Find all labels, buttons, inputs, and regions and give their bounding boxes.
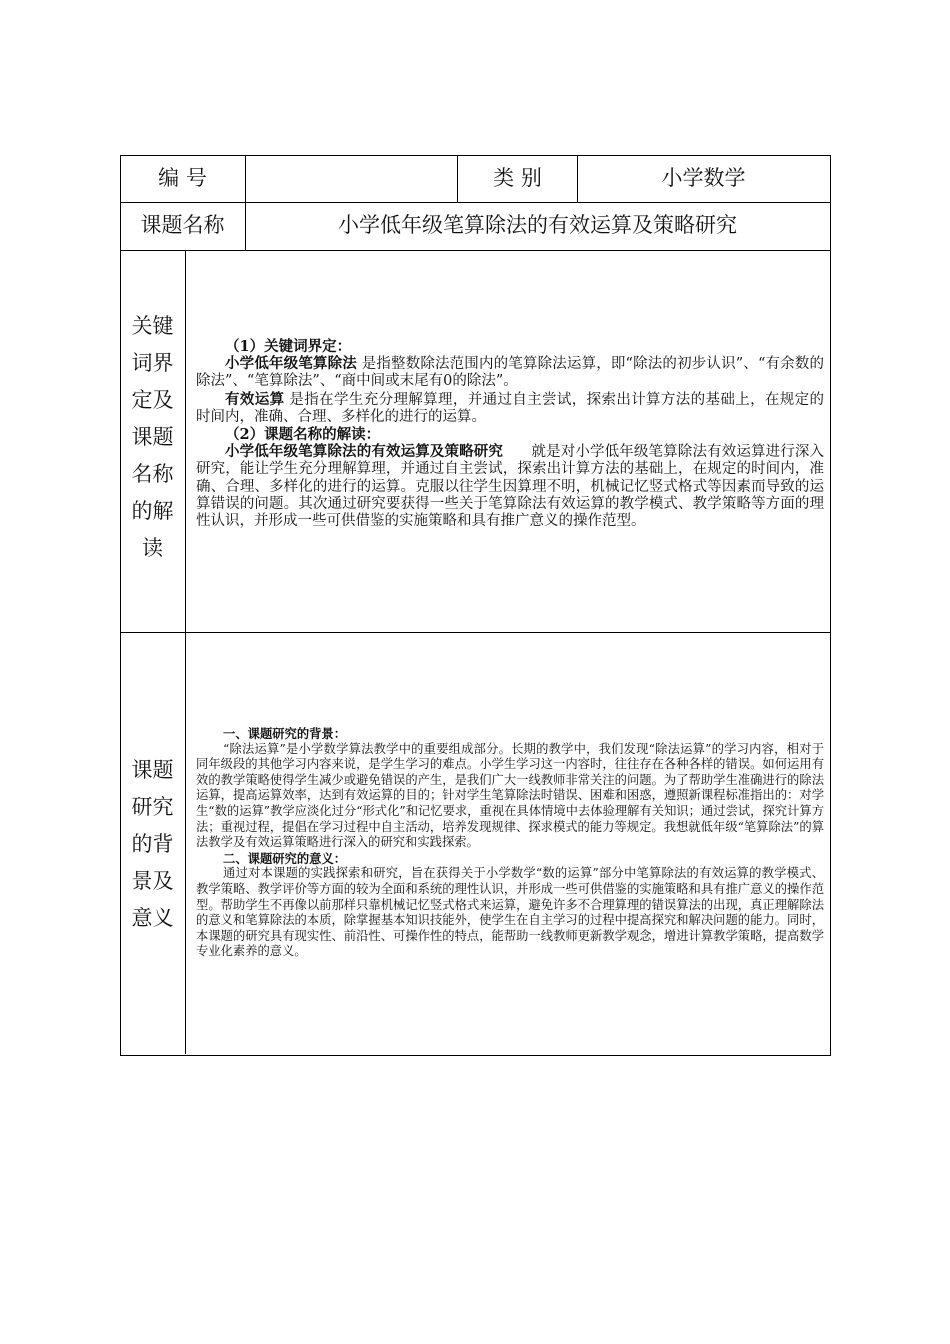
keyword-definition-heading: （1）关键词界定： — [225, 338, 352, 355]
keyword-text: 是指在学生充分理解算理，并通过自主尝试，探索出计算方法的基础上，在规定的时间内，准确、合理、多样化的进行的运算。 — [196, 391, 825, 425]
row-divider — [120, 632, 830, 633]
significance-paragraph: 通过对本课题的实践探索和研究，旨在获得关于小学数学“数的运算”部分中笔算除法的有效运算的教学模式、教学策略、教学评价等方面的较为全面和系统的理性认识，并形成一些可供借鉴的实施策略和具有推广意义的操作范型。帮助学生不再像以前那样只靠机械记忆竖式格式来运算，避免许多不合理算理的错误算法的出现，真正理解除法的意义和笔算除法的本质，除掌握基本知识技能外，使学生在自主学习的过程中提高探究和解决问题的能力。同时，本课题的研究具有现实性、前沿性、可操作性的特点，能帮助一线教师更新教学观念，增进计算教学策略，提高数学专业化素养的意义。 — [196, 866, 824, 959]
keywords-label-line: 课题 — [131, 425, 174, 449]
keyword-term: 有效运算 — [225, 390, 285, 408]
keyword-paragraph — [196, 443, 824, 530]
title-interpretation-heading: （2）课题名称的解读： — [225, 426, 381, 444]
background-content — [196, 726, 824, 960]
code-label: 编 号 — [158, 166, 207, 190]
background-label-line: 的背 — [131, 832, 174, 856]
row-divider — [120, 250, 830, 251]
keywords-label-line: 名称 — [131, 462, 174, 486]
background-label — [120, 752, 185, 937]
keyword-paragraph — [196, 391, 824, 426]
background-label-line: 景及 — [131, 869, 174, 893]
significance-heading: 二、课题研究的意义： — [223, 850, 347, 866]
keywords-label-line: 关键 — [131, 314, 174, 338]
keyword-text: 是指整数除法范围内的笔算除法运算，即“除法的初步认识”、“有余数的除法”、“笔算除法”、“商中间或末尾有0的除法”。 — [196, 356, 825, 390]
keywords-label-line: 的解 — [131, 499, 174, 523]
background-label-line: 意义 — [131, 906, 174, 930]
topic-label: 课题名称 — [140, 213, 225, 237]
category-value: 小学数学 — [661, 166, 746, 190]
column-divider — [185, 250, 186, 1054]
topic-title: 小学低年级笔算除法的有效运算及策略研究 — [338, 213, 737, 237]
keyword-paragraph — [196, 355, 824, 390]
keywords-label-line: 词界 — [131, 351, 174, 375]
background-paragraph: “除法运算”是小学数学算法教学中的重要组成部分。长期的教学中，我们发现“除法运算”的学习内容，相对于同年级段的其他学习内容来说，是学生学习的难点。小学生学习这一内容时，往往存在各种各样的错误。如何运用有效的教学策略使得学生减少或避免错误的产生，是我们广大一线教师非常关注的问题。为了帮助学生准确进行的除法运算，提高运算效率，达到有效运算的目的；针对学生笔算除法时错误、困难和困惑，遵照新课程标准指出的：对学生“数的运算”教学应淡化过分“形式化”和记忆要求，重视在具体情境中去体验理解有关知识；通过尝试，探究计算方法；重视过程，提倡在学习过程中自主活动，培养发现规律、探求模式的能力等规定。我想就低年级“笔算除法”的算法教学及有效运算策略进行深入的研究和实践探索。 — [196, 741, 824, 850]
background-label-line: 研究 — [131, 795, 174, 819]
keywords-label — [120, 308, 185, 567]
keyword-term: 小学低年级笔算除法 — [225, 355, 357, 373]
row-divider — [120, 202, 830, 203]
keywords-label-line: 读 — [142, 536, 163, 560]
background-heading: 一、课题研究的背景： — [223, 726, 347, 741]
background-label-line: 课题 — [131, 758, 174, 782]
keywords-label-line: 定及 — [131, 388, 174, 412]
keyword-term: 小学低年级笔算除法的有效运算及策略研究 — [225, 443, 504, 461]
category-label: 类 别 — [493, 166, 542, 190]
keywords-content — [196, 338, 824, 530]
keyword-text: 就是对小学低年级笔算除法有效运算进行深入研究，能让学生充分理解算理，并通过自主尝试，探索出计算方法的基础上，在规定的时间内，准确、合理、多样化的进行的运算。克服以往学生因算理不明，机械记忆竖式格式等因素而导致的运算错误的问题。其次通过研究要获得一些关于笔算除法有效运算的教学模式、教学策略等方面的理性认识，并形成一些可供借鉴的实施策略和具有推广意义的操作范型。 — [196, 444, 825, 530]
